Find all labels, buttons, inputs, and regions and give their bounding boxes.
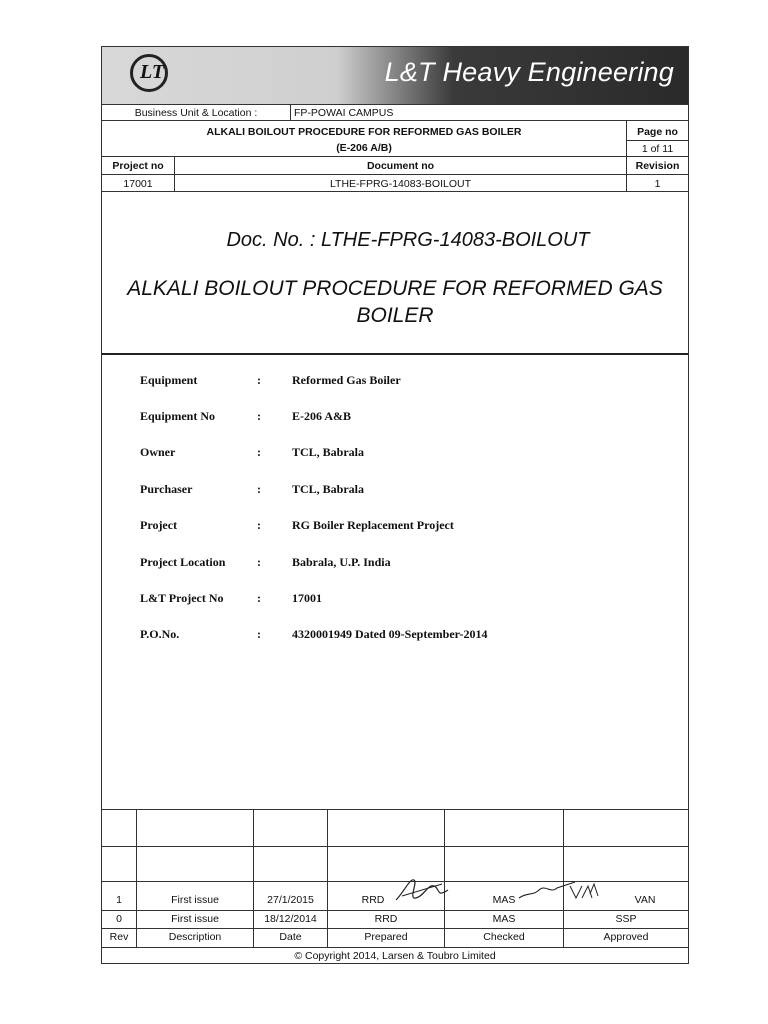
info-label: P.O.No. — [140, 627, 180, 641]
business-unit-label: Business Unit & Location : — [134, 107, 258, 119]
revision-label: Revision — [635, 160, 680, 172]
document-no-value: LTHE-FPRG-14083-BOILOUT — [329, 177, 471, 190]
table-cell: First issue — [171, 913, 219, 925]
info-label: Equipment — [140, 373, 198, 387]
info-label: L&T Project No — [140, 591, 224, 605]
info-value: E-206 A&B — [292, 409, 352, 423]
info-label: Equipment No — [140, 409, 216, 423]
divider — [102, 928, 688, 929]
header-banner — [102, 47, 688, 104]
info-value: TCL, Babrala — [292, 482, 365, 496]
document-title — [102, 275, 688, 329]
document-title-line1: ALKALI BOILOUT PROCEDURE FOR REFORMED GAS — [127, 277, 663, 300]
table-cell: RRD — [374, 913, 398, 925]
table-cell: 0 — [116, 913, 122, 925]
info-value: 4320001949 Dated 09-September-2014 — [292, 627, 488, 641]
info-value: Reformed Gas Boiler — [292, 373, 401, 387]
title-row — [102, 120, 688, 157]
info-sep: : — [257, 591, 261, 605]
divider — [102, 846, 688, 847]
document-no-label: Document no — [366, 160, 435, 172]
table-cell: SSP — [615, 913, 637, 925]
business-unit-row — [102, 104, 688, 121]
revision-value: 1 — [654, 177, 661, 190]
table-cell: 27/1/2015 — [267, 894, 314, 906]
document-title-line2: BOILER — [356, 304, 434, 327]
table-header: Date — [279, 931, 302, 943]
divider — [290, 105, 291, 121]
page-no-value: 1 of 11 — [627, 140, 688, 157]
table-cell: MAS — [492, 913, 516, 925]
company-name: L&T Heavy Engineering — [384, 57, 674, 87]
doc-labels-row — [102, 156, 688, 175]
lt-logo-icon — [130, 54, 168, 92]
divider — [102, 191, 688, 192]
info-label: Project — [140, 518, 178, 532]
info-sep: : — [257, 518, 261, 532]
document-sheet — [101, 46, 689, 964]
table-cell: MAS — [492, 894, 516, 906]
table-cell: 1 — [116, 894, 122, 906]
info-sep: : — [257, 409, 261, 423]
divider — [102, 910, 688, 911]
table-header: Rev — [109, 931, 129, 943]
signature-prepared — [392, 870, 452, 908]
table-cell: RRD — [361, 894, 385, 906]
info-value: Babrala, U.P. India — [292, 555, 391, 569]
copyright-footer: © Copyright 2014, Larsen & Toubro Limited — [102, 947, 688, 964]
header-title-line1: ALKALI BOILOUT PROCEDURE FOR REFORMED GAS BOILER — [206, 126, 522, 138]
info-value: TCL, Babrala — [292, 445, 365, 459]
info-value: 17001 — [292, 591, 322, 605]
logo-text: LT — [140, 61, 165, 83]
page-no-label: Page no — [637, 126, 678, 138]
info-label: Purchaser — [140, 482, 193, 496]
doc-number-heading: Doc. No. : LTHE-FPRG-14083-BOILOUT — [226, 229, 590, 251]
info-label: Project Location — [140, 555, 226, 569]
business-unit-value: FP-POWAI CAMPUS — [294, 107, 394, 119]
table-header: Description — [168, 931, 222, 943]
table-header: Prepared — [364, 931, 408, 943]
table-header: Approved — [603, 931, 649, 943]
header-title-line2: (E-206 A/B) — [336, 142, 392, 154]
info-sep: : — [257, 555, 261, 569]
info-sep: : — [257, 373, 261, 387]
table-cell: First issue — [171, 894, 219, 906]
table-header: Checked — [483, 931, 525, 943]
project-no-value: 17001 — [123, 177, 153, 190]
info-sep: : — [257, 445, 261, 459]
table-cell: 18/12/2014 — [264, 913, 317, 925]
project-no-label: Project no — [112, 160, 164, 172]
doc-values-row — [102, 174, 688, 192]
info-label: Owner — [140, 445, 176, 459]
revision-table — [102, 809, 688, 948]
signature-approved — [568, 880, 602, 904]
table-cell: VAN — [634, 894, 656, 906]
info-sep: : — [257, 482, 261, 496]
info-sep: : — [257, 627, 261, 641]
info-value: RG Boiler Replacement Project — [292, 518, 454, 532]
section-divider — [102, 353, 688, 355]
